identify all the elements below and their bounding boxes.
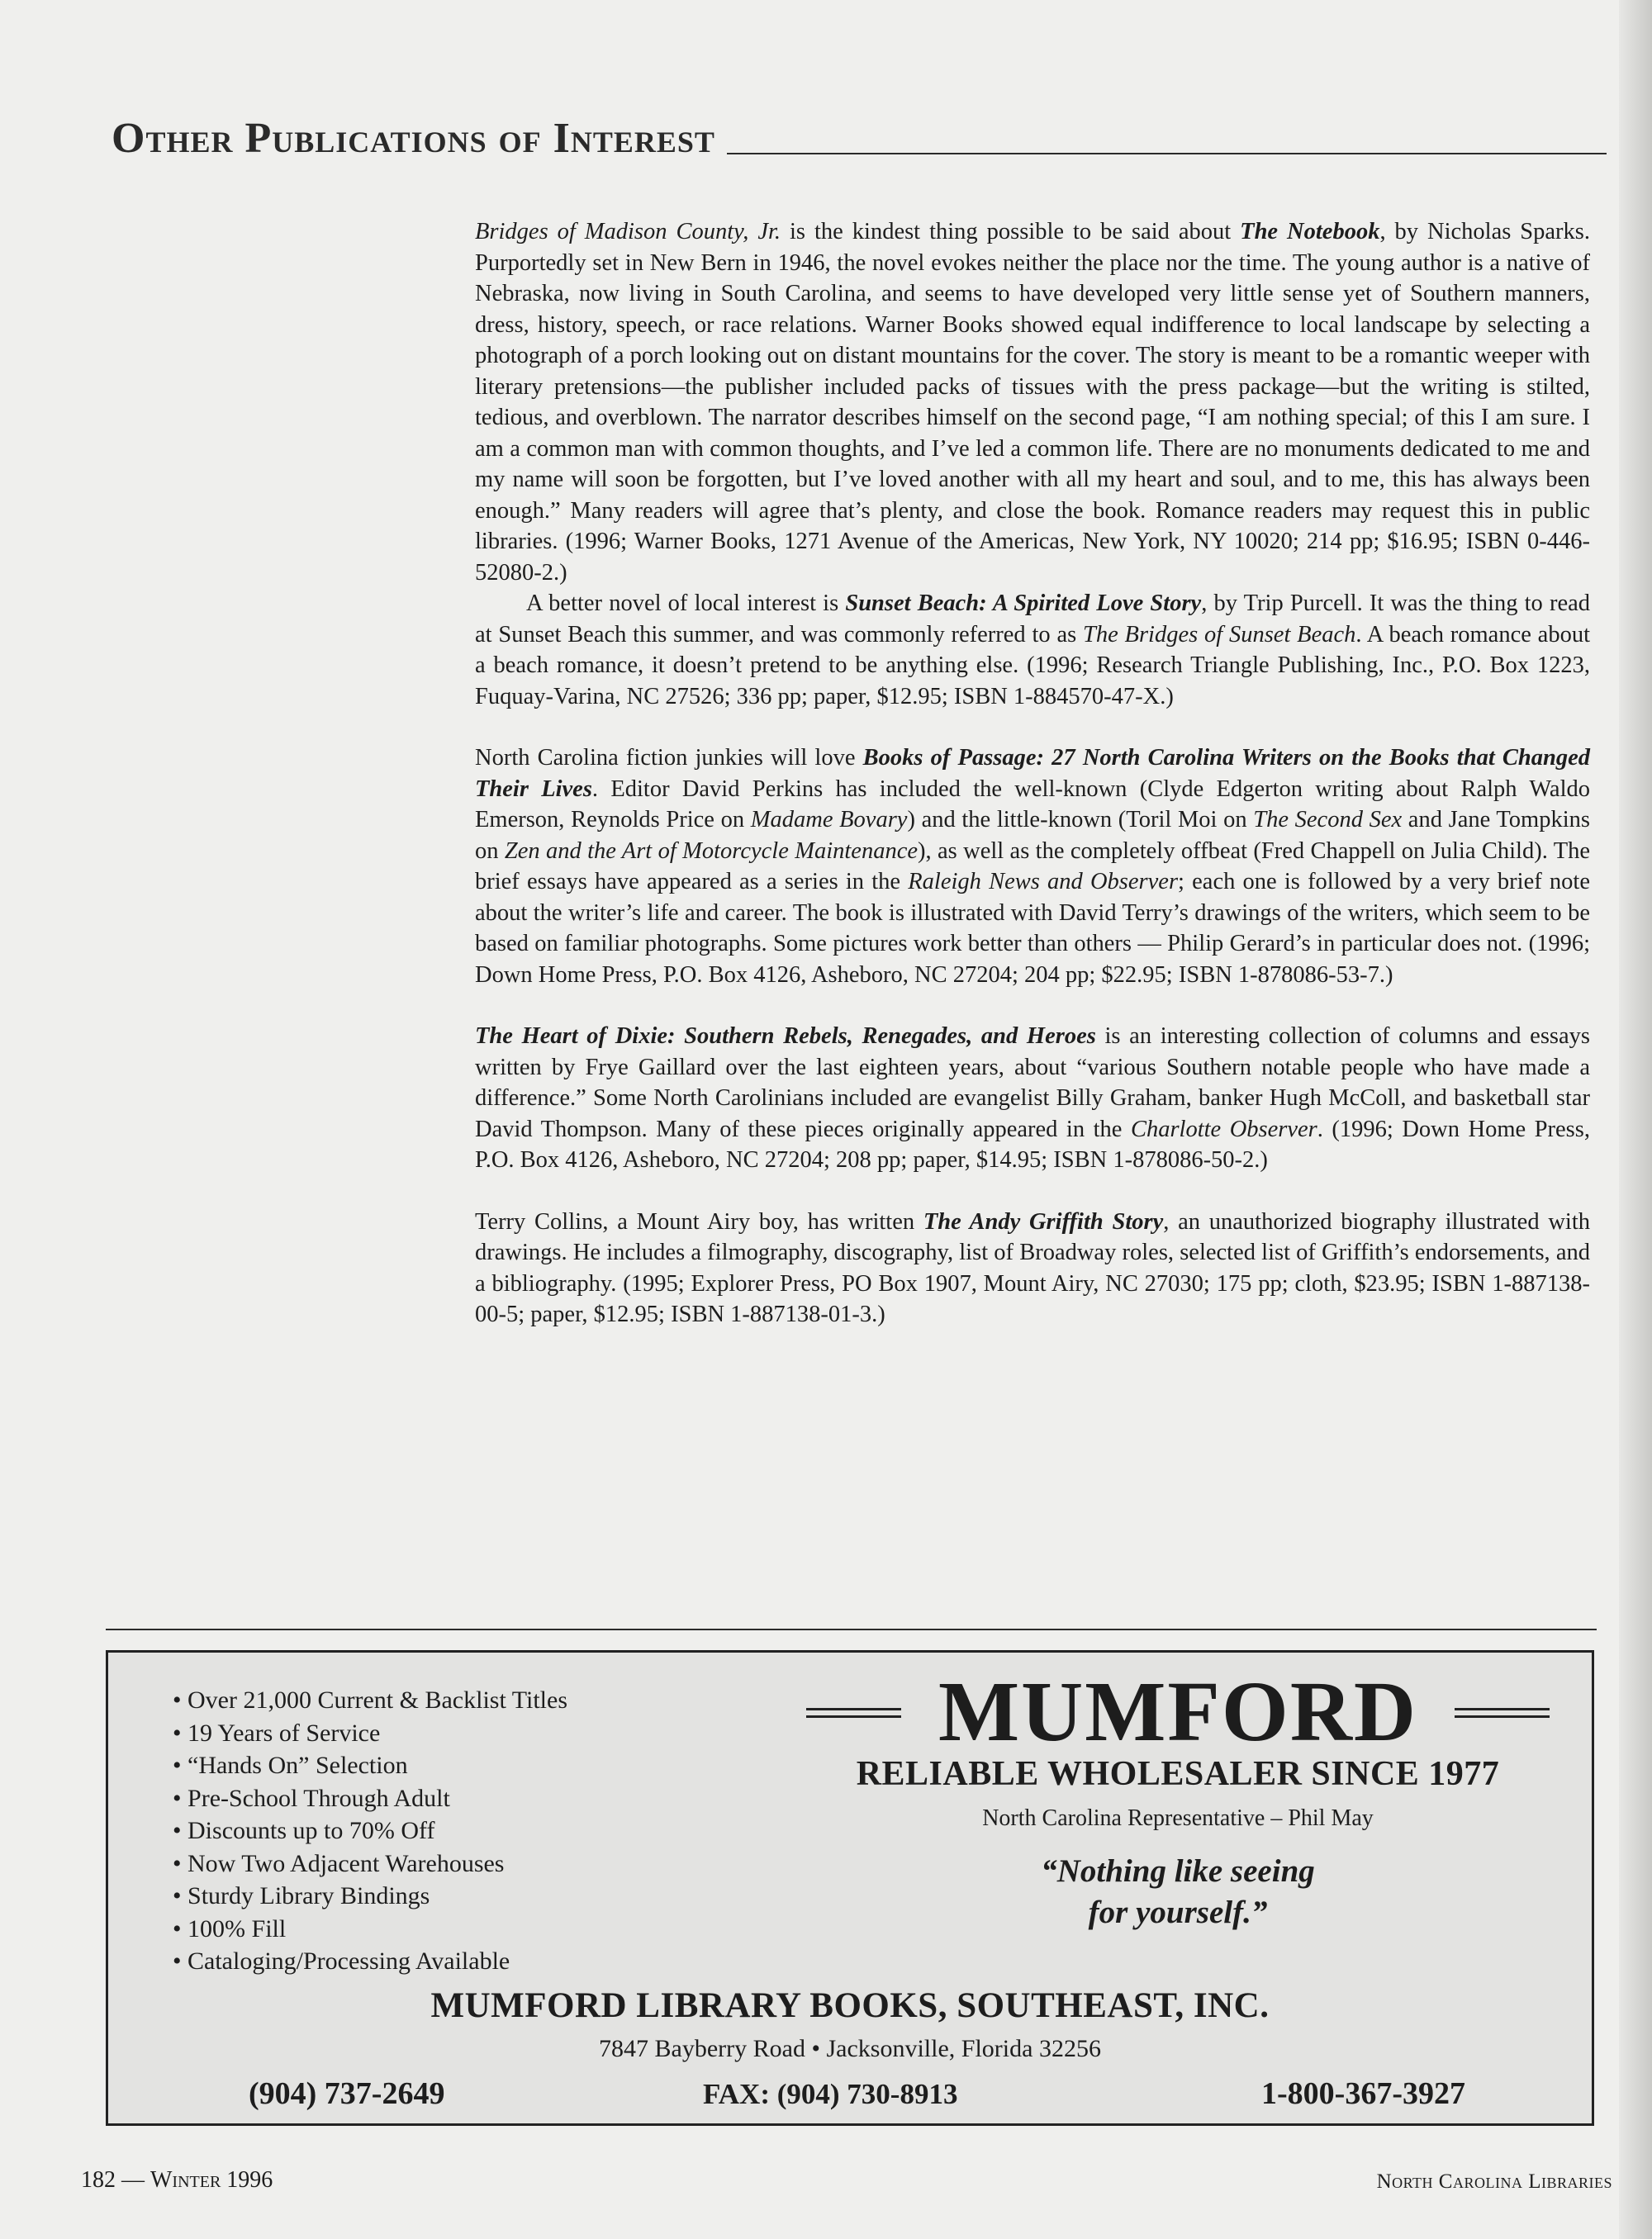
ad-feature: • Cataloging/Processing Available (173, 1945, 567, 1978)
review-text: ) and the little-known (Toril Moi on (907, 807, 1254, 833)
page-edge-shadow (1619, 0, 1652, 2239)
motto-line: “Nothing like seeing (1041, 1853, 1315, 1889)
review-text: ), as well as the completely offbeat (Fred Chappell on Julia Child). The brief essays have appeared as a series in the (475, 837, 1590, 894)
ad-feature: • “Hands On” Selection (173, 1749, 567, 1782)
brand-rule-right (1455, 1708, 1550, 1718)
company-name: MUMFORD LIBRARY BOOKS, SOUTHEAST, INC. (430, 1986, 1270, 2025)
italic-title: The Bridges of Sunset Beach (1082, 621, 1356, 648)
reviews-column (475, 216, 1590, 1331)
journal-name: North Carolina Libraries (1376, 2170, 1612, 2193)
ad-feature: • Over 21,000 Current & Backlist Titles (173, 1684, 567, 1717)
review-text: Terry Collins, a Mount Airy boy, has written (475, 1208, 923, 1235)
review-andy-griffith (475, 1207, 1590, 1331)
page-footer-left (81, 2167, 273, 2194)
review-text: , by Trip Purcell. It was the thing to read at Sunset Beach this summer, and was commonly referred to as (475, 591, 1591, 648)
ad-feature: • Sturdy Library Bindings (173, 1880, 567, 1913)
review-text: North Carolina fiction junkies will love (475, 745, 863, 771)
review-books-of-passage (475, 742, 1590, 990)
review-heart-of-dixie (475, 1021, 1590, 1176)
italic-title: Charlotte Observer (1130, 1116, 1317, 1142)
motto (806, 1851, 1550, 1933)
tollfree-number: 1-800-367-3927 (1261, 2076, 1465, 2111)
review-text: is the kindest thing possible to be said about (781, 219, 1241, 244)
brand-tagline: RELIABLE WHOLESALER SINCE 1977 (856, 1755, 1500, 1793)
review-text: . (1996; Down Home Press, P.O. Box 4126, Asheboro, NC 27204; 208 pp; paper, $14.95; ISBN 1-878086-50-2.) (475, 1116, 1590, 1173)
book-title: Sunset Beach: A Spirited Love Story (845, 591, 1202, 616)
italic-title: Madame Bovary (750, 807, 908, 833)
ad-feature: • 19 Years of Service (173, 1717, 567, 1750)
review-text: , an unauthorized biography illustrated with drawings. He includes a filmography, discography, list of Broadway roles, selected list of Griffith’s endorsements, and a bibliography. (1995; Explorer Press, PO Box 1907, Mount Airy, NC 27030; 175 pp; cloth, $23.95; ISBN 1-887138-00-5; paper, $12.95; ISBN 1-887138-01-3.) (475, 1208, 1590, 1327)
review-text: , by Nicholas Sparks. Purportedly set in New Bern in 1946, the novel evokes neither the place nor the time. The young author is a native of Nebraska, now living in South Carolina, and seems to have developed very little sense yet of Southern manners, dress, history, speech, or race relations. Warner Books showed equal indifference to local landscape by selecting a photograph of a porch looking out on distant mountains for the cover. The story is meant to be a romantic weeper with literary pretensions—the publisher included packs of tissues with the press package—but the writing is stilted, tedious, and overblown. The narrator describes himself on the second page, “I am nothing special; of this I am sure. I am a common man with common thoughts, and I’ve led a common life. There are no monuments dedicated to me and my name will soon be forgotten, but I’ve loved another with all my heart and soul, and to me, this has always been enough.” Many readers will agree that’s plenty, and close the book. Romance readers may request this in public libraries. (1996; Warner Books, 1271 Avenue of the Americas, New York, NY 10020; 214 pp; $16.95; ISBN 0-446-52080-2.) (475, 219, 1590, 586)
review-text: . Editor David Perkins has included the well-known (Clyde Edgerton writing about Ralph Waldo Emerson, Reynolds Price on (475, 776, 1590, 833)
book-title: The Notebook (1240, 219, 1380, 244)
italic-title: Raleigh News and Observer (908, 869, 1179, 894)
review-notebook (475, 216, 1590, 588)
review-text: A better novel of local interest is (526, 591, 846, 616)
issue-date: Winter 1996 (150, 2167, 273, 2193)
book-title: The Andy Griffith Story (923, 1208, 1164, 1235)
ad-top-rule (106, 1629, 1597, 1630)
brand-name: MUMFORD (938, 1664, 1418, 1759)
mumford-advertisement (106, 1650, 1594, 2126)
ad-feature: • Discounts up to 70% Off (173, 1814, 567, 1848)
review-text: and Jane Tompkins on (475, 807, 1590, 864)
page-number: 182 (81, 2167, 116, 2193)
section-title: Other Publications of Interest (112, 115, 715, 162)
book-title: The Heart of Dixie: Southern Rebels, Renegades, and Heroes (475, 1023, 1096, 1049)
review-text: is an interesting collection of columns and essays written by Frye Gaillard over the last eighteen years, about “various Southern notable people who have made a difference.” Some North Carolinians included are evangelist Billy Graham, banker Hugh McColl, and basketball star David Thompson. Many of these pieces originally appeared in the (475, 1023, 1590, 1142)
ad-feature: • 100% Fill (173, 1913, 567, 1946)
title-rule (727, 153, 1607, 154)
company-address: 7847 Bayberry Road • Jacksonville, Florida 32256 (599, 2035, 1101, 2062)
review-text: . A beach romance about a beach romance, it doesn’t pretend to be anything else. (1996; Research Triangle Publishing, Inc., P.O. Box 1223, Fuquay-Varina, NC 27526; 336 pp; paper, $12.95; ISBN 1-884570-47-X.) (475, 621, 1590, 709)
footer-separator: — (121, 2167, 145, 2193)
review-text: ; each one is followed by a very brief note about the writer’s life and career. The book is illustrated with David Terry’s drawings of the writers, which seem to be based on familiar photographs. Some pictures work better than others — Philip Gerard’s in particular does not. (1996; Down Home Press, P.O. Box 4126, Asheboro, NC 27204; 204 pp; $22.95; ISBN 1-878086-53-7.) (475, 869, 1590, 988)
italic-title: Zen and the Art of Motorcycle Maintenance (504, 837, 918, 864)
fax-number: FAX: (904) 730-8913 (703, 2078, 958, 2110)
ad-feature-list (173, 1684, 567, 1978)
brand-rule-left (806, 1708, 901, 1718)
ad-feature: • Pre-School Through Adult (173, 1782, 567, 1815)
review-sunset-beach (475, 588, 1590, 712)
brand-block (806, 1664, 1550, 1768)
italic-title: Bridges of Madison County, Jr. (475, 219, 781, 244)
phone-number: (904) 737-2649 (249, 2076, 445, 2111)
italic-title: The Second Sex (1253, 807, 1403, 833)
representative: North Carolina Representative – Phil May (982, 1805, 1374, 1831)
motto-line: for yourself.” (1088, 1895, 1268, 1930)
book-title: Books of Passage: 27 North Carolina Writers on the Books that Changed Their Lives (475, 745, 1590, 802)
ad-feature: • Now Two Adjacent Warehouses (173, 1848, 567, 1881)
